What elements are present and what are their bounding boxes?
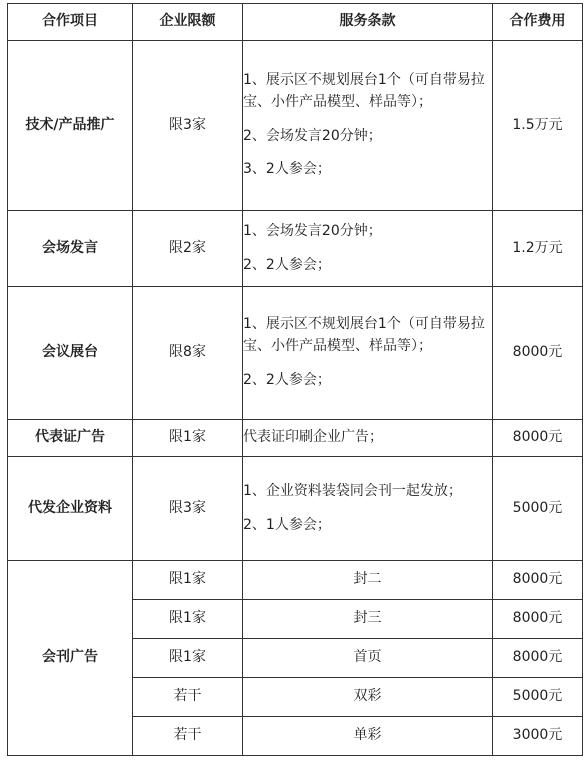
terms-cell xyxy=(243,287,493,420)
table-row xyxy=(8,41,583,211)
col-header-project: 合作项目 xyxy=(8,4,133,41)
project-cell: 代发企业资料 xyxy=(8,457,133,561)
table-row xyxy=(8,420,583,457)
limit-cell: 限3家 xyxy=(133,457,243,561)
term-line: 2、2人参会； xyxy=(243,371,331,388)
term-line: 2、2人参会； xyxy=(243,256,331,273)
limit-cell: 若干 xyxy=(133,717,243,756)
col-header-terms: 服务条款 xyxy=(243,4,493,41)
table-row xyxy=(8,211,583,287)
pricing-table xyxy=(7,3,583,756)
limit-cell: 限1家 xyxy=(133,420,243,457)
fee-cell: 1.5万元 xyxy=(493,41,583,211)
term-line: 2、1人参会； xyxy=(243,516,331,533)
term-line: 1、企业资料装袋同会刊一起发放； xyxy=(243,482,462,499)
table-row xyxy=(8,561,583,600)
project-cell: 技术/产品推广 xyxy=(8,41,133,211)
col-header-limit: 企业限额 xyxy=(133,4,243,41)
table-row xyxy=(8,287,583,420)
term-line: 2、会场发言20分钟； xyxy=(243,127,382,144)
limit-cell: 限2家 xyxy=(133,211,243,287)
term-line: 1、会场发言20分钟； xyxy=(243,222,382,239)
terms-cell: 单彩 xyxy=(243,717,493,756)
fee-cell: 5000元 xyxy=(493,678,583,717)
header-row xyxy=(8,4,583,41)
project-cell: 会议展台 xyxy=(8,287,133,420)
terms-cell xyxy=(243,41,493,211)
terms-cell: 双彩 xyxy=(243,678,493,717)
fee-cell: 8000元 xyxy=(493,639,583,678)
term-line: 1、展示区不规划展台1个（可自带易拉宝、小件产品模型、样品等）； xyxy=(243,72,485,110)
fee-cell: 8000元 xyxy=(493,287,583,420)
limit-cell: 限3家 xyxy=(133,41,243,211)
fee-cell: 8000元 xyxy=(493,561,583,600)
limit-cell: 限1家 xyxy=(133,600,243,639)
fee-cell: 8000元 xyxy=(493,600,583,639)
fee-cell: 1.2万元 xyxy=(493,211,583,287)
term-line: 代表证印刷企业广告； xyxy=(243,429,383,446)
limit-cell: 限8家 xyxy=(133,287,243,420)
fee-cell: 3000元 xyxy=(493,717,583,756)
terms-cell xyxy=(243,457,493,561)
limit-cell: 限1家 xyxy=(133,561,243,600)
col-header-fee: 合作费用 xyxy=(493,4,583,41)
terms-cell: 首页 xyxy=(243,639,493,678)
project-cell: 会场发言 xyxy=(8,211,133,287)
terms-cell: 封二 xyxy=(243,561,493,600)
limit-cell: 若干 xyxy=(133,678,243,717)
fee-cell: 5000元 xyxy=(493,457,583,561)
table-row xyxy=(8,457,583,561)
term-line: 1、展示区不规划展台1个（可自带易拉宝、小件产品模型、样品等）； xyxy=(243,316,485,355)
terms-cell xyxy=(243,420,493,457)
project-cell: 代表证广告 xyxy=(8,420,133,457)
limit-cell: 限1家 xyxy=(133,639,243,678)
fee-cell: 8000元 xyxy=(493,420,583,457)
term-line: 3、2人参会； xyxy=(243,161,331,178)
project-cell: 会刊广告 xyxy=(8,561,133,756)
terms-cell xyxy=(243,211,493,287)
terms-cell: 封三 xyxy=(243,600,493,639)
